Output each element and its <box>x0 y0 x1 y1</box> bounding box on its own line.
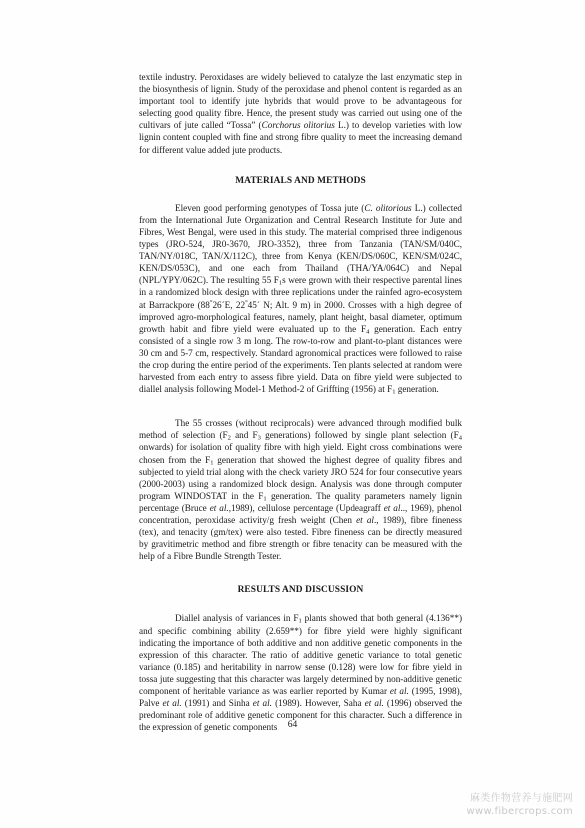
site-watermark <box>467 792 574 818</box>
results-discussion-heading: RESULTS AND DISCUSSION <box>237 585 364 596</box>
intro-paragraph: textile industry. Peroxidases are widely believed to catalyze the last enzymatic step in the biosynthesis of lignin. Study of the peroxidase and phenol content is regarded as an important tool to identify jute hybrids that would prove to be advantageous for selecting good quality fibre. Hence, the present study was carried out using one of the cultivars of jute called “Tossa” (Corchorus olitorius L.) to develop varieties with low lignin content coupled with fine and strong fibre quality to meet the increasing demand for different value added jute products. <box>139 72 462 155</box>
materials-methods-heading: MATERIALS AND METHODS <box>235 175 366 186</box>
materials-methods-paragraph-2: The 55 crosses (without reciprocals) were advanced through modified bulk method of selection ($F_2$ and $F_3$ generations) followed by single plant selection ($F_4$ onwards) for isolation of quality fibre with high yield. Eight cross combinations were chosen from the $F_1$ generation that showed the highest degree of quality fibres and subjected to yield trial along with the check variety JRO 524 for four consecutive years (2000-2003) using a randomized block design. Analysis was done through computer program WINDOSTAT in the $F_1$ generation. The quality parameters namely lignin percentage (Bruce et al.,1989), cellulose percentage (Updeagraff et al.., 1969), phenol concentration, peroxidase activity/g fresh weight (Chen et al., 1989), fibre fineness (tex), and tenacity (gm/tex) were also tested. Fibre fineness can be directly measured by gravitimetric method and fibre strength or fibre tenacity can be measured with the help of a Fibre Bundle Strength Tester. <box>139 418 463 562</box>
article-body <box>139 71 462 733</box>
page-number: 64 <box>287 720 298 730</box>
materials-methods-paragraph-1: Eleven good performing genotypes of Tossa jute (C. olitorious L.) collected from the International Jute Organization and Central Research Institute for Jute and Fibres, West Bengal, were used in this study. The material comprised three indigenous types (JRO-524, JR0-3670, JRO-3352), three from Tanzania (TAN/SM/040C, TAN/NY/018C, TAN/X/112C), three from Kenya (KEN/DS/060C, KEN/SM/024C, KEN/DS/053C), and one each from Thailand (THA/YA/064C) and Nepal (NPL/YPY/062C). The resulting 55 $F_1s$ were grown with their respective parental lines in a randomized block design with three replications under the rainfed agro-ecosystem at Barrackpore (88°26´E, 22°45´ N; Alt. 9 m) in 2000. Crosses with a high degree of improved agro-morphological features, namely, plant height, basal diameter, optimum growth habit and fibre yield were evaluated up to the $F_4$ generation. Each entry consisted of a single row 3 m long. The row-to-row and plant-to-plant distances were 30 cm and 5-7 cm, respectively. Standard agronomical practices were followed to raise the crop during the entire period of the experiments. Ten plants selected at random were harvested from each entry to assess fibre yield. Data on fibre yield were subjected to diallel analysis following Model-1 Method-2 of Griffting (1956) at $F_1$ generation. <box>139 202 463 396</box>
results-discussion-paragraph-1: Diallel analysis of variances in $F_1$ plants showed that both general (4.136**) and specific combining ability (2.659**) for fibre yield were highly significant indicating the importance of both additive and non additive genetic components in the expression of this character. The ratio of additive genetic variance to total genetic variance (0.185) and heritability in narrow sense (0.128) were low for fibre yield in tossa jute suggesting that this character was largely determined by non-additive genetic component of heritable variance as was earlier reported by Kumar et al. (1995, 1998), Palve et al. (1991) and Sinha et al. (1989). However, Saha et al. (1996) observed the predominant role of additive genetic component for this character. Such a difference in the expression of genetic components <box>139 613 463 733</box>
watermark-url-text: www.fibercrops.com <box>466 806 573 817</box>
watermark-chinese-text: 麻类作物营养与施肥网 <box>470 793 573 804</box>
